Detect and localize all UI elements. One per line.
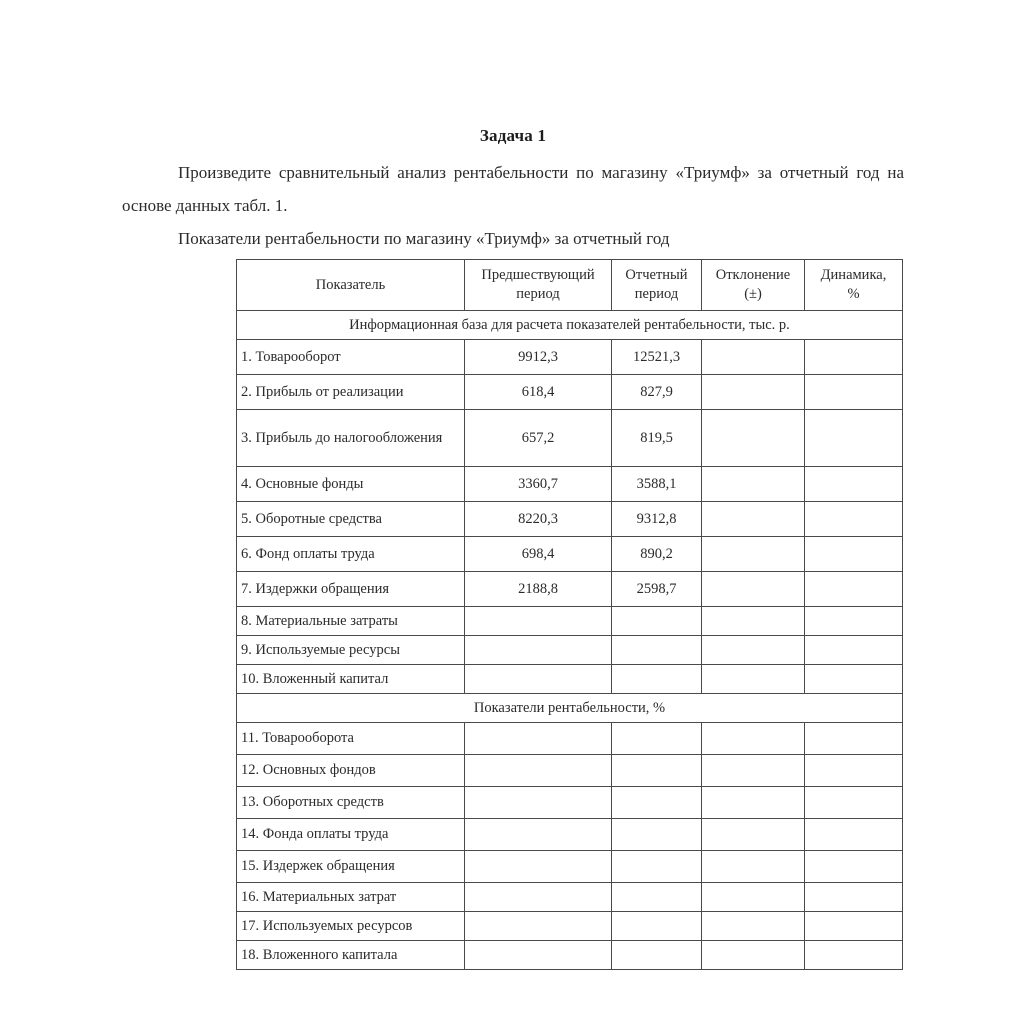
row-label: 13. Оборотных средств bbox=[237, 787, 465, 819]
table-row bbox=[237, 723, 903, 755]
cell-reporting: 827,9 bbox=[612, 375, 702, 410]
row-label: 3. Прибыль до налогообложения bbox=[237, 410, 465, 467]
table-row bbox=[237, 636, 903, 665]
table-row bbox=[237, 883, 903, 912]
document-body bbox=[122, 126, 904, 970]
header-line-1: Отклонение bbox=[715, 267, 791, 283]
cell-deviation bbox=[702, 723, 805, 755]
cell-deviation bbox=[702, 467, 805, 502]
cell-dynamics bbox=[805, 787, 903, 819]
section-header-row-information-base bbox=[237, 311, 903, 340]
cell-deviation bbox=[702, 607, 805, 636]
table-row bbox=[237, 467, 903, 502]
cell-reporting bbox=[612, 912, 702, 941]
cell-deviation bbox=[702, 636, 805, 665]
cell-dynamics bbox=[805, 755, 903, 787]
task-paragraph: Произведите сравнительный анализ рентабельности по магазину «Триумф» за отчетный год на основе данных табл. 1. bbox=[122, 163, 904, 215]
cell-previous bbox=[465, 607, 612, 636]
table-row bbox=[237, 410, 903, 467]
profitability-table bbox=[236, 259, 903, 970]
row-label: 16. Материальных затрат bbox=[237, 883, 465, 912]
cell-reporting: 3588,1 bbox=[612, 467, 702, 502]
cell-reporting bbox=[612, 787, 702, 819]
cell-dynamics bbox=[805, 819, 903, 851]
row-label: 2. Прибыль от реализации bbox=[237, 375, 465, 410]
cell-dynamics bbox=[805, 572, 903, 607]
cell-deviation bbox=[702, 851, 805, 883]
cell-reporting bbox=[612, 883, 702, 912]
cell-previous: 3360,7 bbox=[465, 467, 612, 502]
cell-reporting: 890,2 bbox=[612, 537, 702, 572]
cell-dynamics bbox=[805, 636, 903, 665]
table-row bbox=[237, 340, 903, 375]
row-label: 17. Используемых ресурсов bbox=[237, 912, 465, 941]
cell-dynamics bbox=[805, 375, 903, 410]
cell-previous: 9912,3 bbox=[465, 340, 612, 375]
cell-dynamics bbox=[805, 941, 903, 970]
row-label: 18. Вложенного капитала bbox=[237, 941, 465, 970]
cell-deviation bbox=[702, 819, 805, 851]
cell-deviation bbox=[702, 941, 805, 970]
header-line-2: % bbox=[847, 286, 860, 302]
cell-reporting bbox=[612, 665, 702, 694]
table-row bbox=[237, 375, 903, 410]
column-header-indicator: Показатель bbox=[237, 260, 465, 311]
table-row bbox=[237, 607, 903, 636]
column-header-reporting-period bbox=[612, 260, 702, 311]
cell-dynamics bbox=[805, 607, 903, 636]
cell-deviation bbox=[702, 787, 805, 819]
cell-dynamics bbox=[805, 502, 903, 537]
row-label: 6. Фонд оплаты труда bbox=[237, 537, 465, 572]
cell-previous bbox=[465, 636, 612, 665]
cell-previous bbox=[465, 883, 612, 912]
table-row bbox=[237, 941, 903, 970]
cell-reporting bbox=[612, 851, 702, 883]
cell-dynamics bbox=[805, 912, 903, 941]
cell-reporting: 12521,3 bbox=[612, 340, 702, 375]
cell-deviation bbox=[702, 502, 805, 537]
cell-reporting bbox=[612, 755, 702, 787]
cell-previous bbox=[465, 912, 612, 941]
table-row bbox=[237, 912, 903, 941]
cell-reporting bbox=[612, 819, 702, 851]
cell-previous: 657,2 bbox=[465, 410, 612, 467]
cell-previous bbox=[465, 723, 612, 755]
section-title-profitability: Показатели рентабельности, % bbox=[237, 694, 903, 723]
cell-previous bbox=[465, 819, 612, 851]
cell-reporting bbox=[612, 636, 702, 665]
cell-previous bbox=[465, 941, 612, 970]
column-header-dynamics bbox=[805, 260, 903, 311]
column-header-previous-period bbox=[465, 260, 612, 311]
cell-deviation bbox=[702, 665, 805, 694]
row-label: 11. Товарооборота bbox=[237, 723, 465, 755]
cell-dynamics bbox=[805, 883, 903, 912]
cell-dynamics bbox=[805, 665, 903, 694]
cell-reporting: 819,5 bbox=[612, 410, 702, 467]
cell-deviation bbox=[702, 375, 805, 410]
cell-reporting bbox=[612, 723, 702, 755]
table-row bbox=[237, 851, 903, 883]
cell-dynamics bbox=[805, 340, 903, 375]
header-line-2: (±) bbox=[744, 286, 762, 302]
cell-reporting bbox=[612, 941, 702, 970]
section-header-row-profitability bbox=[237, 694, 903, 723]
cell-deviation bbox=[702, 410, 805, 467]
cell-previous: 2188,8 bbox=[465, 572, 612, 607]
table-row bbox=[237, 572, 903, 607]
cell-deviation bbox=[702, 755, 805, 787]
row-label: 7. Издержки обращения bbox=[237, 572, 465, 607]
cell-dynamics bbox=[805, 851, 903, 883]
table-header-row bbox=[237, 260, 903, 311]
header-line-2: период bbox=[634, 286, 679, 302]
cell-deviation bbox=[702, 912, 805, 941]
table-row bbox=[237, 787, 903, 819]
page-title: Задача 1 bbox=[479, 126, 547, 145]
table-row bbox=[237, 502, 903, 537]
cell-deviation bbox=[702, 537, 805, 572]
cell-previous bbox=[465, 851, 612, 883]
table-row bbox=[237, 819, 903, 851]
row-label: 12. Основных фондов bbox=[237, 755, 465, 787]
cell-reporting: 2598,7 bbox=[612, 572, 702, 607]
cell-previous bbox=[465, 665, 612, 694]
cell-dynamics bbox=[805, 467, 903, 502]
row-label: 8. Материальные затраты bbox=[237, 607, 465, 636]
cell-reporting bbox=[612, 607, 702, 636]
header-line-2: период bbox=[516, 286, 560, 302]
cell-previous bbox=[465, 787, 612, 819]
row-label: 14. Фонда оплаты труда bbox=[237, 819, 465, 851]
cell-previous: 698,4 bbox=[465, 537, 612, 572]
row-label: 10. Вложенный капитал bbox=[237, 665, 465, 694]
table-row bbox=[237, 537, 903, 572]
row-label: 9. Используемые ресурсы bbox=[237, 636, 465, 665]
cell-deviation bbox=[702, 340, 805, 375]
row-label: 4. Основные фонды bbox=[237, 467, 465, 502]
row-label: 5. Оборотные средства bbox=[237, 502, 465, 537]
header-line-1: Предшествующий bbox=[481, 267, 595, 283]
cell-dynamics bbox=[805, 537, 903, 572]
table-caption: Показатели рентабельности по магазину «Триумф» за отчетный год bbox=[178, 229, 670, 248]
cell-reporting: 9312,8 bbox=[612, 502, 702, 537]
cell-deviation bbox=[702, 883, 805, 912]
cell-dynamics bbox=[805, 723, 903, 755]
cell-deviation bbox=[702, 572, 805, 607]
cell-previous: 8220,3 bbox=[465, 502, 612, 537]
table-row bbox=[237, 665, 903, 694]
header-line-1: Отчетный bbox=[625, 267, 688, 283]
section-title-information-base: Информационная база для расчета показателей рентабельности, тыс. р. bbox=[237, 311, 903, 340]
row-label: 15. Издержек обращения bbox=[237, 851, 465, 883]
header-line-1: Динамика, bbox=[820, 267, 887, 283]
cell-dynamics bbox=[805, 410, 903, 467]
row-label: 1. Товарооборот bbox=[237, 340, 465, 375]
column-header-deviation bbox=[702, 260, 805, 311]
table-row bbox=[237, 755, 903, 787]
cell-previous bbox=[465, 755, 612, 787]
cell-previous: 618,4 bbox=[465, 375, 612, 410]
